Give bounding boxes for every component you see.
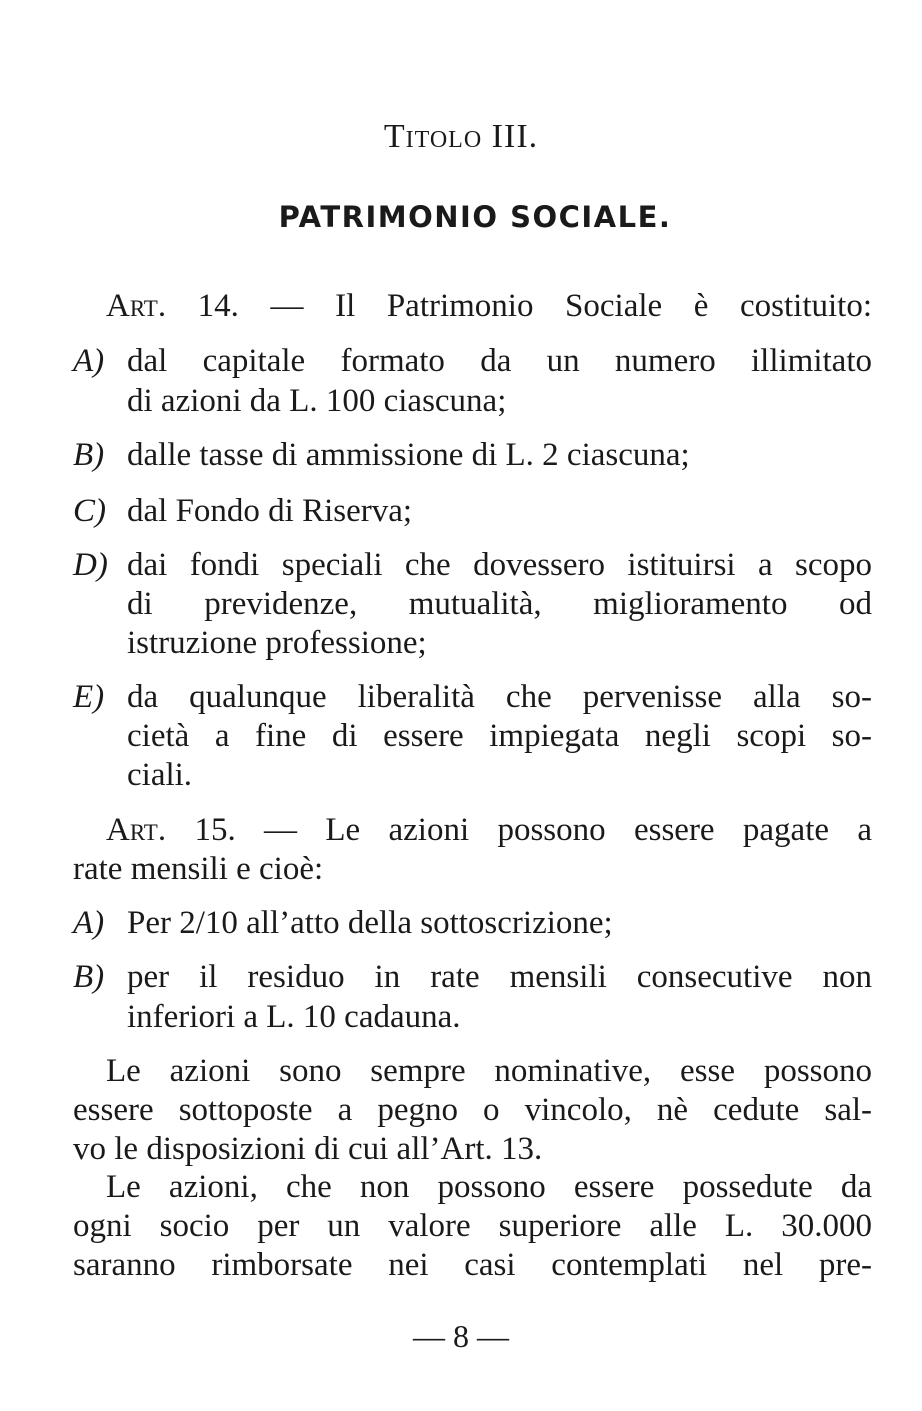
- art15-intro-line: [106, 810, 872, 850]
- art14-item-a-line: dal capitale formato da un numero illimitato: [127, 343, 872, 379]
- paragraph-line: Le azioni, che non possono essere possedute da: [106, 1169, 872, 1205]
- art15-intro-line: rate mensili e cioè:: [73, 851, 324, 887]
- paragraph-line: Le azioni sono sempre nominative, esse possono: [106, 1053, 872, 1089]
- art15-item-b-line: per il residuo in rate mensili consecutive non: [127, 959, 872, 995]
- art14-item-a-letter: A): [73, 343, 105, 379]
- art15-item-b-letter: B): [73, 959, 105, 995]
- paragraph-line: ogni socio per un valore superiore alle L. 30.000: [73, 1208, 872, 1244]
- title-number: III.: [491, 118, 539, 155]
- art14-item-a-line: di azioni da L. 100 ciascuna;: [127, 383, 507, 419]
- art15-item-a-letter: A): [73, 905, 105, 941]
- art14-item-b-letter: B): [73, 437, 105, 473]
- art14-item-d-letter: D): [73, 547, 108, 583]
- paragraph-line: saranno rimborsate nei casi contemplati nel pre-: [73, 1247, 872, 1283]
- paragraph-line: essere sottoposte a pegno o vincolo, nè cedute sal-: [73, 1092, 872, 1128]
- art14-intro: 14. — Il Patrimonio Sociale è costituito:: [197, 288, 872, 324]
- art15-intro: 15. — Le azioni possono essere pagate a: [194, 812, 873, 848]
- art14-item-d-line: di previdenze, mutualità, miglioramento od: [127, 586, 872, 622]
- page-number: — 8 —: [413, 1318, 509, 1354]
- paragraph-line: vo le disposizioni di cui all’Art. 13.: [73, 1131, 543, 1167]
- art14-item-c-letter: C): [73, 493, 106, 529]
- art14-item-e-line: cietà a fine di essere impiegata negli scopi so-: [127, 718, 872, 754]
- art15-item-a-line: Per 2/10 all’atto della sottoscrizione;: [127, 905, 613, 941]
- art14-item-d-line: dai fondi speciali che dovessero istituirsi a scopo: [127, 547, 872, 583]
- art14-label: Art.: [106, 288, 167, 324]
- section-title: [0, 118, 922, 156]
- art14-item-c-line: dal Fondo di Riserva;: [127, 493, 413, 529]
- art15-item-b-line: inferiori a L. 10 cadauna.: [127, 999, 461, 1035]
- art14-item-b-line: dalle tasse di ammissione di L. 2 ciascuna;: [127, 437, 690, 473]
- art14-item-e-letter: E): [73, 679, 105, 715]
- title-label: Titolo: [383, 118, 483, 155]
- art14-item-d-line: istruzione professione;: [127, 625, 427, 661]
- art14-item-e-line: ciali.: [127, 757, 193, 793]
- art14-intro-line: [106, 286, 872, 326]
- section-heading: PATRIMONIO SOCIALE.: [278, 200, 672, 234]
- art14-item-e-line: da qualunque liberalità che pervenisse alla so-: [127, 679, 872, 715]
- art15-label: Art.: [106, 812, 167, 848]
